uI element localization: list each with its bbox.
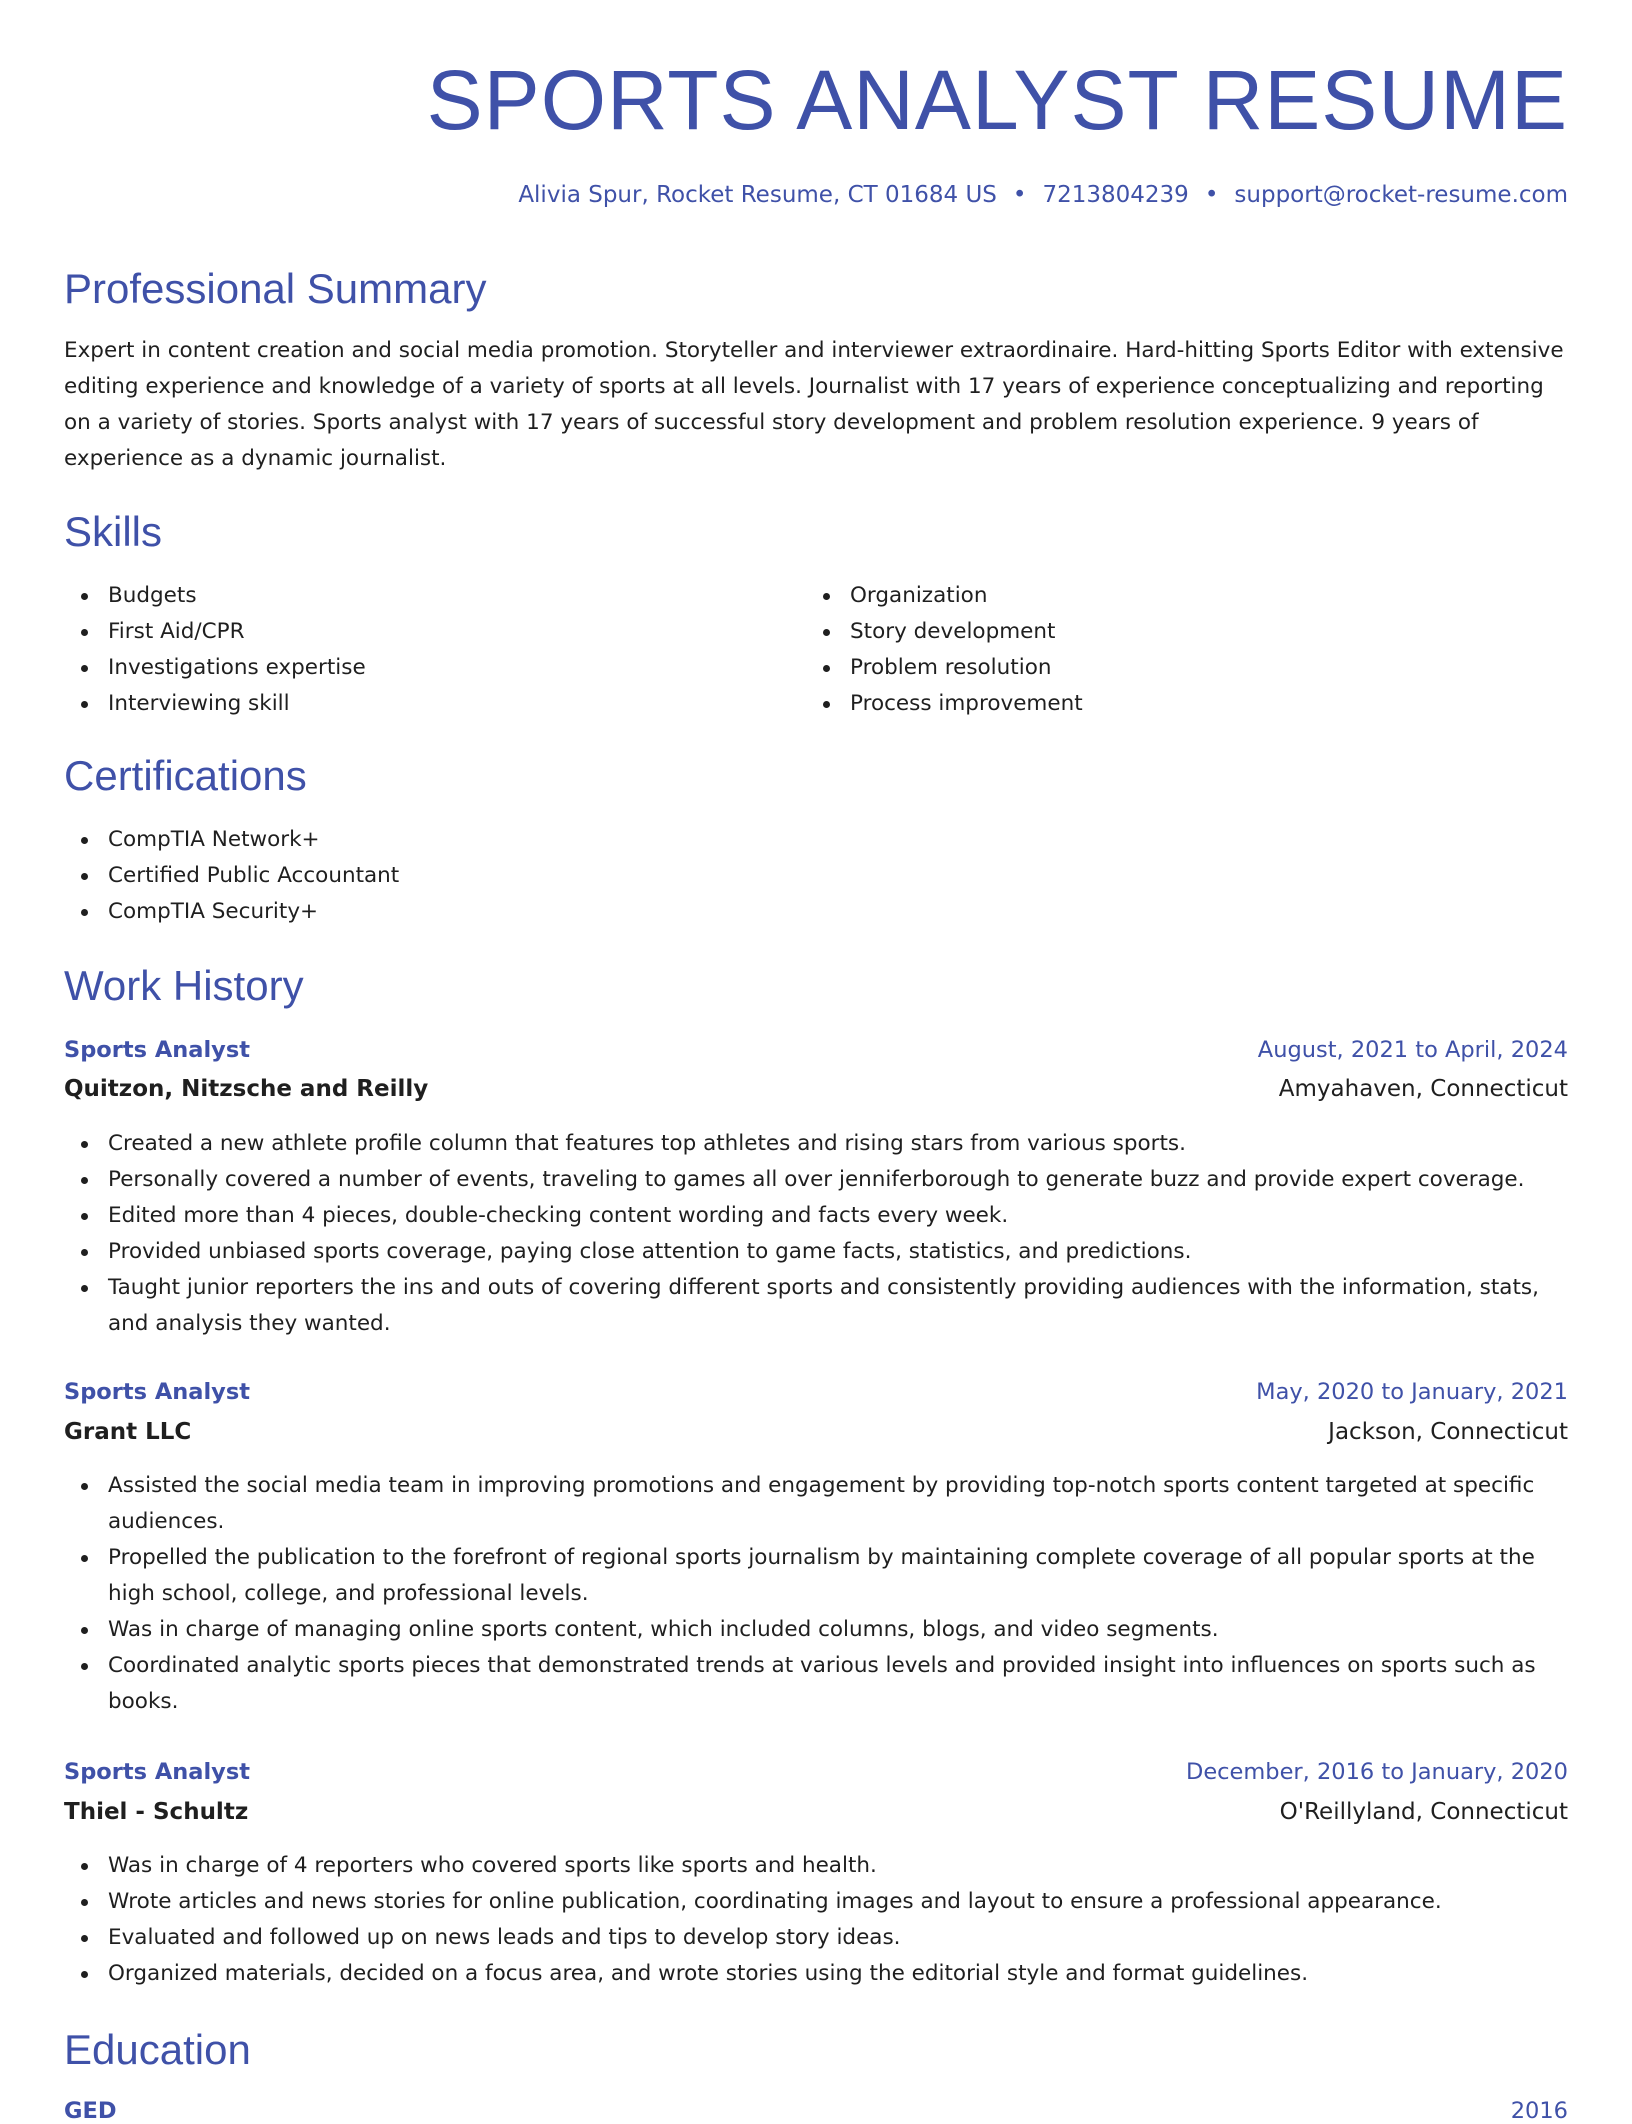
job-company: Quitzon, Nitzsche and Reilly xyxy=(64,1076,429,1102)
education-degree: GED xyxy=(64,2098,117,2124)
job-bullet: Provided unbiased sports coverage, paying close attention to game facts, statistics, and predictions. xyxy=(64,1234,1568,1270)
job-company: Thiel - Schultz xyxy=(64,1799,249,1825)
certification-item: CompTIA Network+ xyxy=(64,822,1568,858)
contact-separator: • xyxy=(1204,182,1219,208)
skill-item: Process improvement xyxy=(806,686,1566,722)
job-title: Sports Analyst xyxy=(64,1379,250,1405)
job-bullet: Was in charge of 4 reporters who covered sports like sports and health. xyxy=(64,1848,1568,1884)
skill-item: Problem resolution xyxy=(806,650,1566,686)
skill-item: Interviewing skill xyxy=(64,686,804,722)
skills-heading: Skills xyxy=(64,508,163,555)
certification-item: Certified Public Accountant xyxy=(64,858,1568,894)
skill-item: Investigations expertise xyxy=(64,650,804,686)
skill-item: First Aid/CPR xyxy=(64,614,804,650)
contact-line xyxy=(518,182,1568,208)
job-bullet: Wrote articles and news stories for online publication, coordinating images and layout to ensure a professional appearance. xyxy=(64,1884,1568,1920)
skills-list-right xyxy=(806,578,1566,722)
job-location: O'Reillyland, Connecticut xyxy=(1279,1799,1568,1825)
job-dates: December, 2016 to January, 2020 xyxy=(1186,1759,1568,1785)
contact-email[interactable]: support@rocket-resume.com xyxy=(1234,182,1568,208)
work-history-heading: Work History xyxy=(64,962,304,1009)
contact-phone: 7213804239 xyxy=(1042,182,1189,208)
job-bullet: Assisted the social media team in improving promotions and engagement by providing top-notch sports content targeted at specific audiences. xyxy=(64,1468,1568,1540)
skill-item: Story development xyxy=(806,614,1566,650)
education-year: 2016 xyxy=(1510,2098,1568,2124)
skill-item: Organization xyxy=(806,578,1566,614)
job-bullets xyxy=(64,1126,1568,1342)
resume-title: SPORTS ANALYST RESUME xyxy=(426,53,1568,147)
contact-address: Alivia Spur, Rocket Resume, CT 01684 US xyxy=(518,182,997,208)
skill-item: Budgets xyxy=(64,578,804,614)
job-location: Amyahaven, Connecticut xyxy=(1278,1076,1568,1102)
job-title: Sports Analyst xyxy=(64,1037,250,1063)
job-dates: August, 2021 to April, 2024 xyxy=(1257,1037,1568,1063)
job-bullet: Organized materials, decided on a focus area, and wrote stories using the editorial style and format guidelines. xyxy=(64,1956,1568,1992)
certifications-list xyxy=(64,822,1568,930)
education-heading: Education xyxy=(64,2026,251,2073)
skills-list-left xyxy=(64,578,804,722)
job-bullet: Created a new athlete profile column that features top athletes and rising stars from various sports. xyxy=(64,1126,1568,1162)
job-bullets xyxy=(64,1848,1568,1992)
summary-heading: Professional Summary xyxy=(64,265,487,312)
job-bullet: Was in charge of managing online sports content, which included columns, blogs, and video segments. xyxy=(64,1612,1568,1648)
job-bullet: Coordinated analytic sports pieces that demonstrated trends at various levels and provided insight into influences on sports such as books. xyxy=(64,1648,1568,1720)
contact-separator: • xyxy=(1012,182,1027,208)
job-bullet: Edited more than 4 pieces, double-checking content wording and facts every week. xyxy=(64,1198,1568,1234)
job-bullets xyxy=(64,1468,1568,1720)
job-location: Jackson, Connecticut xyxy=(1328,1419,1568,1445)
certification-item: CompTIA Security+ xyxy=(64,894,1568,930)
job-title: Sports Analyst xyxy=(64,1759,250,1785)
job-bullet: Personally covered a number of events, traveling to games all over jenniferborough to generate buzz and provide expert coverage. xyxy=(64,1162,1568,1198)
job-dates: May, 2020 to January, 2021 xyxy=(1256,1379,1568,1405)
job-bullet: Propelled the publication to the forefront of regional sports journalism by maintaining complete coverage of all popular sports at the high school, college, and professional levels. xyxy=(64,1540,1568,1612)
summary-text: Expert in content creation and social media promotion. Storyteller and interviewer extraordinaire. Hard-hitting Sports Editor with extensive editing experience and knowledge of a variety of sports at all levels. Journalist with 17 years of experience conceptualizing and reporting on a variety of stories. Sports analyst with 17 years of successful story development and problem resolution experience. 9 years of experience as a dynamic journalist. xyxy=(64,338,1564,471)
certifications-heading: Certifications xyxy=(64,752,307,799)
job-bullet: Evaluated and followed up on news leads and tips to develop story ideas. xyxy=(64,1920,1568,1956)
job-company: Grant LLC xyxy=(64,1419,192,1445)
job-bullet: Taught junior reporters the ins and outs of covering different sports and consistently providing audiences with the information, stats, and analysis they wanted. xyxy=(64,1270,1568,1342)
